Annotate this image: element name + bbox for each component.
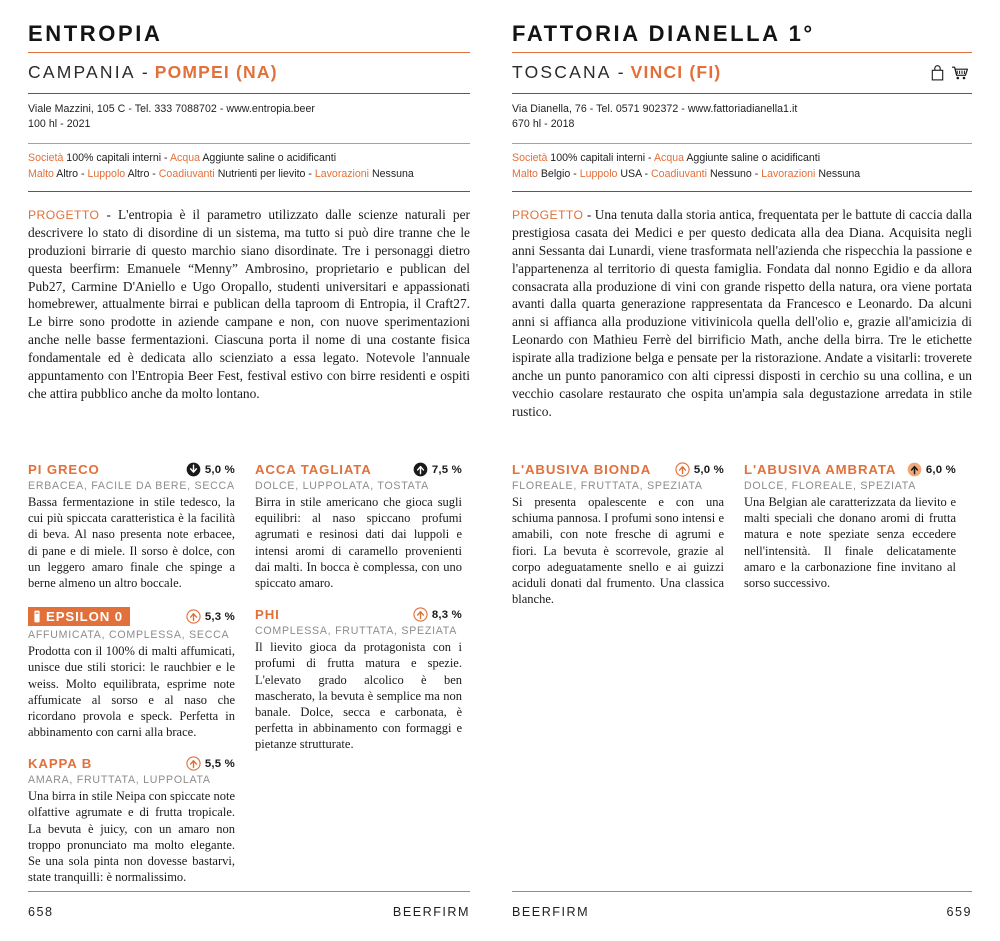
spec-val-luppolo: Altro (127, 168, 150, 181)
beer-tags: DOLCE, LUPPOLATA, TOSTATA (255, 480, 429, 492)
abv-value: 5,3 % (204, 610, 235, 623)
beer-name: L'ABUSIVA BIONDA (512, 462, 652, 477)
beer-entry (255, 607, 462, 752)
abv-group (186, 756, 235, 771)
project-paragraph (28, 192, 470, 403)
region-label: CAMPANIA (28, 62, 135, 83)
abv-value: 6,0 % (925, 463, 956, 476)
footer-row (28, 892, 470, 919)
spec-val-coadiuvanti: Nessuno (709, 168, 752, 181)
beer-description: Il lievito gioca da protagonista con i profumi di frutta matura e spezie. L'elevato grado alcolico è ben mascherato, la bevuta è semplice ma non banale. Dolce, secca e carbonata, è perfetta in abbinamento con formaggi e pietanze strutturate. (255, 640, 462, 752)
brewery-name: ENTROPIA (28, 21, 163, 46)
city-label: VINCI (FI) (630, 62, 722, 83)
beer-name: L'ABUSIVA AMBRATA (744, 462, 897, 477)
beer-description: Bassa fermentazione in stile tedesco, la cui più spiccata caratteristica è la facilità di beva. Al naso presenta note erbacee, di pane e di miele. Il sorso è dolce, con un leggero amaro finale che spinge a berne almeno un altro boccale. (28, 495, 235, 590)
spec-key-acqua: Acqua (169, 152, 200, 165)
beer-entry (28, 462, 235, 591)
abv-value: 7,5 % (431, 463, 462, 476)
beer-header (28, 756, 235, 771)
brewery-name: FATTORIA DIANELLA 1° (512, 21, 815, 46)
volume-year-line: 100 hl - 2021 (28, 118, 91, 131)
beer-list-right (512, 462, 972, 623)
shopping-cart-icon[interactable] (951, 64, 970, 81)
beer-glass-icon (33, 610, 41, 623)
beer-name: KAPPA B (28, 756, 93, 772)
beer-header (28, 462, 235, 477)
location-row (512, 53, 972, 93)
specs-line-2: Malto Altro - Luppolo Altro - Coadiuvanti Nutrienti per lievito - Lavorazioni Nessuna (28, 168, 414, 181)
shopping-bag-icon[interactable] (930, 64, 945, 81)
section-label: BEERFIRM (392, 905, 470, 919)
spec-val-luppolo: USA (620, 168, 642, 181)
location-text (28, 62, 278, 83)
location-row (28, 53, 470, 93)
abv-value: 5,0 % (204, 463, 235, 476)
beer-description: Una birra in stile Neipa con spiccate note olfattive agrumate e di frutta tropicale. La bevuta è juicy, con un amaro non troppo pronunciato ma molto elegante. Se una sola pinta non dovesse bastarvi, state tranquilli: è normalissimo. (28, 789, 235, 885)
spec-key-lavorazioni: Lavorazioni (761, 168, 816, 181)
location-text (512, 62, 721, 83)
location-separator: - (617, 62, 624, 83)
spec-val-coadiuvanti: Nutrienti per lievito (217, 168, 306, 181)
beer-name: PI GRECO (28, 462, 100, 477)
beer-entry (28, 756, 235, 885)
spec-val-malto: Altro (56, 168, 79, 181)
beer-description: Una Belgian ale caratterizzata da lievito e malti speciali che donano aromi di frutta matura e note speziate senza eccedere nell'intensità. Il finale delicatamente amaro e la carbonazione fine invitano al sorso successivo. (744, 495, 956, 590)
beer-header (512, 462, 724, 477)
address-line: Viale Mazzini, 105 C - Tel. 333 7088702 - www.entropia.beer (28, 103, 315, 116)
project-text: - Una tenuta dalla storia antica, frequentata per le battute di caccia dalla prestigiosa casata dei Medici e per questo dedicata alla dea Diana. Acquisita negli anni Sessanta dai Lunardi, viene trasformata nell'azienda che rispecchia la passione e l'appartenenza al territorio di questa famiglia. Fondata dal nonno Egidio e da allora consacrata alla produzione di vini con grande rispetto della natura, ora viene portata avanti dalla quarta generazione rappresentata da Francesco e Leonardo. Da alcuni anni si affianca alla produzione vitivinicola quella dell'olio e, grazie all'amicizia di Leonardo con Mathieu Ferrè del birrificio Math, anche della birra. Tre le etichette ispirate alla tradizione belga e pensate per la ristorazione. Andate a visitarli: troverete anche un punto panoramico con alti cipressi disposti in cerchio su una collina, e un vecchio casolare restaurato che ospita un'ampia sala degustazione arredata in stile rustico. (512, 206, 972, 419)
specs-block (28, 144, 470, 191)
address-line: Via Dianella, 76 - Tel. 0571 902372 - www.fattoriadianella1.it (512, 103, 798, 116)
spec-key-lavorazioni: Lavorazioni (314, 168, 370, 181)
spec-key-coadiuvanti: Coadiuvanti (158, 168, 215, 181)
spec-val-societa: 100% capitali interni (66, 152, 162, 165)
beer-header (255, 462, 462, 477)
spec-val-acqua: Aggiunte saline o acidificanti (686, 152, 821, 165)
spec-key-coadiuvanti: Coadiuvanti (651, 168, 707, 181)
beer-entry (744, 462, 956, 591)
arrow-up-outline-orange-icon (186, 756, 201, 771)
project-label: PROGETTO (512, 207, 584, 222)
volume-year-line: 670 hl - 2018 (512, 118, 575, 131)
spec-key-malto: Malto (512, 168, 538, 181)
specs-line-2: Malto Belgio - Luppolo USA - Coadiuvanti Nessuno - Lavorazioni Nessuna (512, 168, 861, 181)
abv-group (413, 607, 462, 622)
beer-tags: AFFUMICATA, COMPLESSA, SECCA (28, 629, 230, 642)
abv-group (675, 462, 724, 477)
location-separator: - (141, 62, 148, 83)
spec-val-acqua: Aggiunte saline o acidificanti (202, 152, 337, 165)
beer-tags: ERBACEA, FACILE DA BERE, SECCA (28, 480, 235, 492)
arrow-up-filled-dark-icon (413, 462, 428, 477)
spec-val-lavorazioni: Nessuna (371, 168, 414, 181)
beer-tags: COMPLESSA, FRUTTATA, SPEZIATA (255, 625, 458, 638)
header-icon-group (930, 64, 972, 81)
beer-header (28, 607, 235, 626)
page-footer (28, 891, 470, 919)
beer-column-1 (28, 462, 235, 901)
abv-group (413, 462, 462, 477)
beer-tags: FLOREALE, FRUTTATA, SPEZIATA (512, 480, 703, 492)
spec-key-luppolo: Luppolo (579, 168, 618, 181)
beer-entry (28, 607, 235, 740)
beer-name: EPSILON 0 (46, 609, 123, 625)
arrow-down-filled-dark-icon (186, 462, 201, 477)
project-text: - L'entropia è il parametro utilizzato dalle scienze naturali per descrivere lo stato di disordine di un sistema, ma tutto si può dire tranne che le produzioni birrarie di questo marchio siano disordinate. Tre i personaggi dietro questa beerfirm: Emanuele “Menny” Ambrosino, proprietario e publican del Pub27, Carmine D'Aniello e Ugo Oropallo, studenti universitari e appassionati homebrewer, attualmente birrai e publican della taproom di Entropia, il Craft27. Le birre sono prodotte in aziende campane e non, con nuove sperimentazioni anche nelle basse fermentazioni. Ciascuna porta il nome di una costante fisica fondamentale ed è dedicata allo scienziato a essa legato. Notevole l'annuale appuntamento con l'Entropia Beer Fest, festival estivo con birre residenti e ospiti che attira pubblico anche da molto lontano. (28, 206, 470, 401)
spec-key-societa: Società (512, 152, 548, 165)
spec-key-acqua: Acqua (653, 152, 684, 165)
address-block (28, 94, 470, 143)
beer-entry (512, 462, 724, 607)
region-label: TOSCANA (512, 62, 611, 83)
project-label: PROGETTO (28, 207, 100, 222)
abv-value: 5,0 % (693, 463, 724, 476)
spec-val-societa: 100% capitali interni (550, 152, 646, 165)
specs-line-1: Società 100% capitali interni - Acqua Aggiunte saline o acidificanti (28, 152, 337, 165)
spec-key-luppolo: Luppolo (87, 168, 126, 181)
beer-name-badge (28, 607, 130, 626)
beer-description: Birra in stile americano che gioca sugli equilibri: al naso spiccano profumi agrumati e resinosi dati dai luppoli e intensi aromi di caramello provenienti dai malti. In bocca è complessa, con uno spiccato amaro. (255, 495, 462, 590)
abv-group (186, 462, 235, 477)
beer-tags: AMARA, FRUTTATA, LUPPOLATA (28, 774, 211, 787)
arrow-up-outline-orange-icon (413, 607, 428, 622)
beer-name: ACCA TAGLIATA (255, 462, 372, 477)
beer-tags: DOLCE, FLOREALE, SPEZIATA (744, 480, 917, 492)
page-footer (512, 891, 972, 919)
beer-header (744, 462, 956, 477)
address-block (512, 94, 972, 143)
arrow-up-filled-orange-icon (907, 462, 922, 477)
page-right (500, 0, 1000, 941)
abv-value: 8,3 % (431, 608, 462, 621)
spec-val-malto: Belgio (540, 168, 571, 181)
beer-description: Si presenta opalescente e con una schiuma pannosa. I profumi sono intensi e amabili, con note fresche di agrumi e fiori. La bevuta è scorrevole, grazie al corpo adeguatamente snello e ai guizzi aciduli donati dal frumento. Una classica blanche. (512, 495, 724, 607)
city-label: POMPEI (NA) (154, 62, 278, 83)
beer-list-left (28, 462, 470, 901)
arrow-up-outline-orange-icon (186, 609, 201, 624)
specs-block (512, 144, 972, 191)
page-number: 658 (28, 905, 54, 919)
footer-row (512, 892, 972, 919)
beer-column-1 (512, 462, 724, 623)
abv-group (186, 609, 235, 624)
arrow-up-outline-orange-icon (675, 462, 690, 477)
abv-group (907, 462, 956, 477)
beer-column-2 (255, 462, 462, 901)
beer-name: PHI (255, 607, 280, 623)
project-paragraph (512, 192, 972, 421)
spec-val-lavorazioni: Nessuna (818, 168, 861, 181)
beer-header (255, 607, 462, 622)
beer-entry (255, 462, 462, 591)
page-number: 659 (946, 905, 972, 919)
section-label: BEERFIRM (512, 905, 590, 919)
beer-description: Prodotta con il 100% di malti affumicati, unisce due stili storici: le rauchbier e le weiss. Molto equilibrata, esprime note affumicate al sorso e al naso che ricordano provola e speck. Perfetta in abbinamento con carni alla brace. (28, 644, 235, 740)
beer-column-2 (744, 462, 956, 623)
spec-key-malto: Malto (28, 168, 54, 181)
spec-key-societa: Società (28, 152, 64, 165)
abv-value: 5,5 % (204, 757, 235, 770)
specs-line-1: Società 100% capitali interni - Acqua Aggiunte saline o acidificanti (512, 152, 821, 165)
